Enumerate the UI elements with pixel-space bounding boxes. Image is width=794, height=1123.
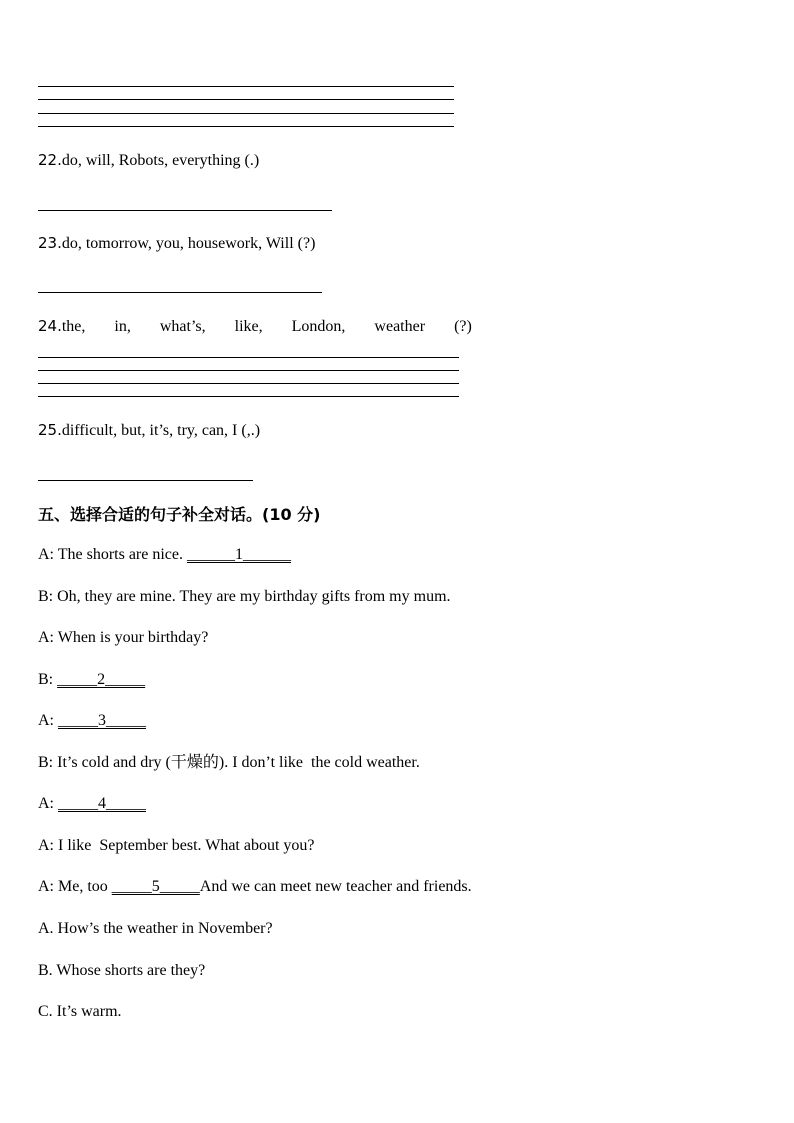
speaker-label: A: xyxy=(38,795,54,812)
question-words: difficult, but, it’s, try, can, I (,.) xyxy=(61,422,261,439)
section-heading: 五、选择合适的句子补全对话。(10 分) xyxy=(38,505,321,524)
word-token: (?) xyxy=(454,318,472,335)
speaker-label: B: xyxy=(38,671,54,688)
answer-blank[interactable]: _____3_____ xyxy=(58,712,146,729)
question-words xyxy=(62,317,472,337)
dialogue-text: Oh, they are mine. They are my birthday gifts from my mum. xyxy=(53,588,451,605)
answer-line[interactable] xyxy=(38,126,454,127)
dialogue-text: It’s cold and dry (干燥的). I don’t like the cold weather. xyxy=(53,754,420,771)
dialogue-line xyxy=(38,670,145,690)
dialogue-line xyxy=(38,545,291,565)
answer-blank[interactable]: _____4_____ xyxy=(58,795,146,812)
answer-line[interactable] xyxy=(38,396,459,397)
option-c: C. It’s warm. xyxy=(38,1003,122,1020)
speaker-label: A: xyxy=(38,712,54,729)
answer-line[interactable] xyxy=(38,113,454,114)
dialogue-line xyxy=(38,877,472,897)
dialogue-text: When is your birthday? xyxy=(54,629,209,646)
dialogue-text: Me, too xyxy=(54,878,112,895)
speaker-label: A: xyxy=(38,837,54,854)
dialogue-line xyxy=(38,794,146,814)
question-23 xyxy=(38,233,315,254)
answer-line[interactable] xyxy=(38,210,332,211)
question-words: do, will, Robots, everything (.) xyxy=(61,152,260,169)
dialogue-line xyxy=(38,711,146,731)
answer-line[interactable] xyxy=(38,99,454,100)
dialogue-line xyxy=(38,836,315,856)
speaker-label: B: xyxy=(38,754,54,771)
question-number: 23. xyxy=(38,234,62,252)
dialogue-text: The shorts are nice. xyxy=(54,546,187,563)
answer-line[interactable] xyxy=(38,383,459,384)
answer-line[interactable] xyxy=(38,370,459,371)
speaker-label: A: xyxy=(38,546,54,563)
answer-line[interactable] xyxy=(38,480,253,481)
word-token: the, xyxy=(61,318,86,335)
question-24 xyxy=(38,316,472,337)
word-token: weather xyxy=(374,318,426,335)
answer-line[interactable] xyxy=(38,86,454,87)
word-token: like, xyxy=(234,318,263,335)
dialogue-line xyxy=(38,628,208,648)
answer-line[interactable] xyxy=(38,292,322,293)
dialogue-text: And we can meet new teacher and friends. xyxy=(199,878,472,895)
question-22 xyxy=(38,150,259,171)
question-number: 25. xyxy=(38,421,62,439)
option-b: B. Whose shorts are they? xyxy=(38,962,206,979)
question-number: 22. xyxy=(38,151,62,169)
word-token: London, xyxy=(291,318,346,335)
dialogue-line xyxy=(38,753,420,773)
answer-blank[interactable]: _____2_____ xyxy=(57,671,146,688)
question-number: 24. xyxy=(38,317,62,335)
word-token: what’s, xyxy=(159,318,206,335)
answer-line[interactable] xyxy=(38,357,459,358)
option-a: A. How’s the weather in November? xyxy=(38,920,273,937)
question-25 xyxy=(38,420,260,441)
speaker-label: A: xyxy=(38,629,54,646)
dialogue-line xyxy=(38,587,451,607)
question-words: do, tomorrow, you, housework, Will (?) xyxy=(61,235,316,252)
answer-blank[interactable]: _____5_____ xyxy=(111,878,200,895)
speaker-label: A: xyxy=(38,878,54,895)
word-token: in, xyxy=(114,318,131,335)
speaker-label: B: xyxy=(38,588,54,605)
answer-blank[interactable]: ______1______ xyxy=(187,546,291,563)
dialogue-text: I like September best. What about you? xyxy=(54,837,315,854)
